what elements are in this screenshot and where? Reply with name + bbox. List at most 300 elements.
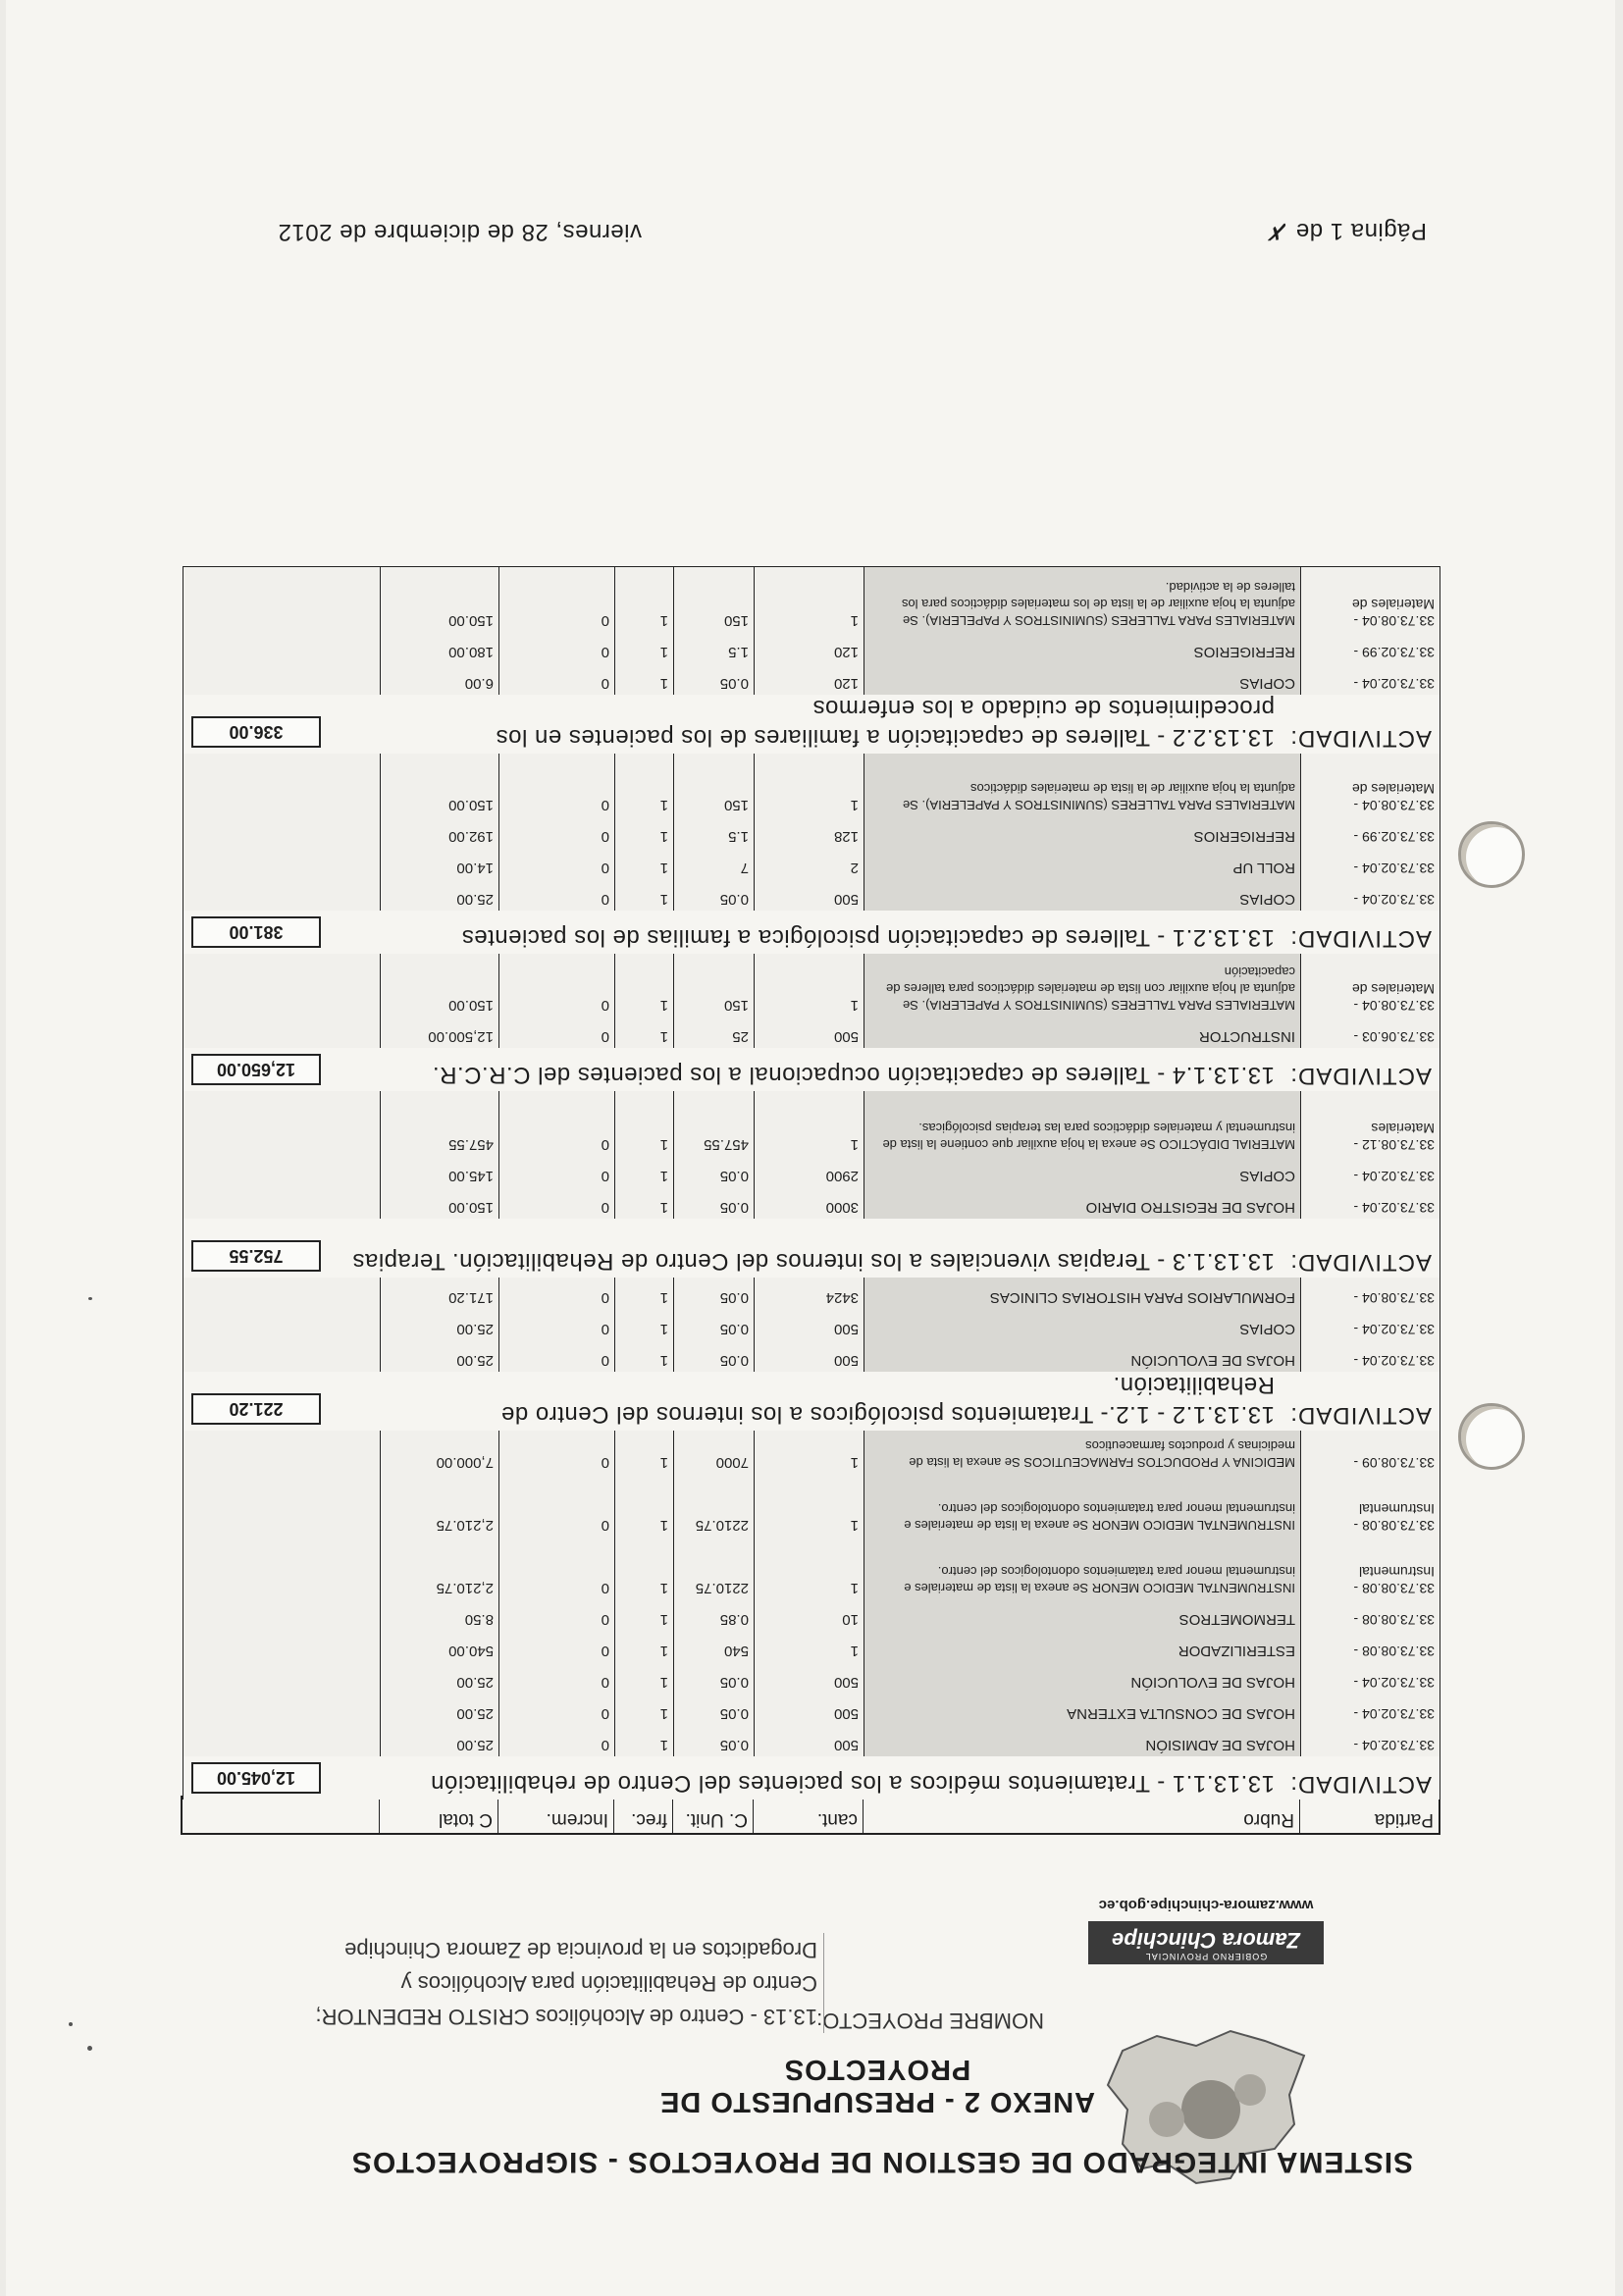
cell-c-total: 2,210.75 bbox=[380, 1537, 498, 1599]
cell-rubro bbox=[864, 1091, 1300, 1156]
activity-title: 13.13.1.4 - Talleres de capacitación ocupacional a los pacientes del C.R.C.R. bbox=[432, 1062, 1275, 1088]
partida-code: 33.73.02.04 - bbox=[1353, 1706, 1435, 1722]
cell-blank bbox=[183, 1091, 380, 1156]
rubro-text: ESTERILIZADOR bbox=[1178, 1643, 1295, 1659]
cell-cant: 2 bbox=[754, 848, 864, 879]
activity-label: ACTIVIDAD: bbox=[1289, 925, 1432, 952]
cell-c-unit: 0.85 bbox=[673, 1599, 754, 1631]
cell-cant: 500 bbox=[754, 1340, 864, 1372]
cell-partida bbox=[1300, 1091, 1440, 1156]
cell-cant: 1 bbox=[754, 1431, 864, 1474]
cell-cant: 3000 bbox=[754, 1187, 864, 1219]
rubro-text: HOJAS DE EVOLUCIÓN bbox=[1130, 1352, 1295, 1369]
cell-rubro bbox=[864, 1474, 1300, 1537]
cell-blank bbox=[183, 1309, 380, 1340]
cell-partida bbox=[1300, 1599, 1440, 1631]
cell-blank bbox=[183, 1599, 380, 1631]
cell-c-unit: 1.5 bbox=[673, 632, 754, 663]
cell-blank bbox=[183, 1431, 380, 1474]
cell-c-total: 145.00 bbox=[380, 1156, 498, 1187]
cell-c-unit: 0.05 bbox=[673, 1156, 754, 1187]
cell-freq: 1 bbox=[614, 1278, 673, 1309]
cell-c-total: 7,000.00 bbox=[380, 1431, 498, 1474]
table-header bbox=[181, 1796, 1440, 1835]
cell-freq: 1 bbox=[614, 754, 673, 816]
cell-partida bbox=[1300, 1278, 1440, 1309]
cell-c-unit: 1.5 bbox=[673, 816, 754, 848]
logo-url: www.zamora-chinchipe.gob.ec bbox=[1098, 1897, 1314, 1913]
activity-row bbox=[183, 1219, 1440, 1278]
cell-c-unit: 0.05 bbox=[673, 1340, 754, 1372]
cell-c-unit: 0.05 bbox=[673, 1278, 754, 1309]
cell-cant: 1 bbox=[754, 954, 864, 1017]
activity-label: ACTIVIDAD: bbox=[1289, 1063, 1432, 1089]
partida-code: 33.73.02.04 - bbox=[1353, 1675, 1435, 1691]
cell-c-total: 25.00 bbox=[380, 1340, 498, 1372]
cell-c-total: 150.00 bbox=[380, 1187, 498, 1219]
table-row bbox=[183, 878, 1440, 911]
cell-rubro bbox=[864, 1694, 1300, 1725]
cell-partida bbox=[1300, 1662, 1440, 1694]
cell-rubro bbox=[864, 816, 1300, 848]
cell-blank bbox=[183, 1187, 380, 1219]
cell-c-unit: 2210.75 bbox=[673, 1537, 754, 1599]
rubro-text: COPIAS bbox=[1239, 1168, 1295, 1184]
cell-c-total: 150.00 bbox=[380, 954, 498, 1017]
cell-rubro bbox=[864, 1017, 1300, 1048]
header-partida: Partida bbox=[1299, 1798, 1439, 1833]
cell-partida bbox=[1300, 1631, 1440, 1662]
cell-freq: 1 bbox=[614, 954, 673, 1017]
cell-blank bbox=[183, 1017, 380, 1048]
cell-cant: 1 bbox=[754, 1631, 864, 1662]
cell-blank bbox=[183, 1631, 380, 1662]
cell-increm: 0 bbox=[498, 1725, 614, 1756]
cell-increm: 0 bbox=[498, 1309, 614, 1340]
cell-freq: 1 bbox=[614, 879, 673, 911]
cell-increm: 0 bbox=[498, 1278, 614, 1309]
cell-partida bbox=[1300, 954, 1440, 1017]
activity-row bbox=[183, 1756, 1440, 1800]
partida-code: 33.73.08.08 - bbox=[1353, 1612, 1435, 1628]
rubro-text: HOJAS DE EVOLUCIÓN bbox=[1130, 1674, 1295, 1691]
table-row bbox=[183, 631, 1440, 663]
table-row bbox=[183, 1724, 1440, 1756]
cell-partida bbox=[1300, 754, 1440, 816]
cell-freq: 1 bbox=[614, 663, 673, 695]
rubro-text: COPIAS bbox=[1239, 1321, 1295, 1337]
cell-rubro bbox=[864, 632, 1300, 663]
cell-increm: 0 bbox=[498, 1340, 614, 1372]
cell-rubro bbox=[864, 1187, 1300, 1219]
cell-increm: 0 bbox=[498, 1474, 614, 1537]
cell-c-total: 457.55 bbox=[380, 1091, 498, 1156]
table-row bbox=[183, 1661, 1440, 1694]
cell-increm: 0 bbox=[498, 848, 614, 879]
cell-cant: 500 bbox=[754, 1309, 864, 1340]
cell-rubro bbox=[864, 1309, 1300, 1340]
header-rubro: Rubro bbox=[863, 1798, 1299, 1833]
cell-increm: 0 bbox=[498, 1631, 614, 1662]
cell-increm: 0 bbox=[498, 632, 614, 663]
rubro-text: MATERIALES PARA TALLERES (SUMINISTROS Y PAPELERIA). Se adjunta la hoja auxiliar de la lista de materiales didácticos bbox=[903, 781, 1295, 812]
cell-freq: 1 bbox=[614, 1187, 673, 1219]
project-label: NOMBRE PROYECTO: bbox=[816, 2009, 1044, 2033]
activity-title: 13.13.2.2 - Talleres de capacitación a familiares de los pacientes en los procedimientos de cuidado a los enfermos bbox=[496, 695, 1275, 751]
cell-blank bbox=[183, 1537, 380, 1599]
cell-cant: 120 bbox=[754, 663, 864, 695]
cell-increm: 0 bbox=[498, 879, 614, 911]
rubro-text: HOJAS DE ADMISIÓN bbox=[1145, 1737, 1295, 1753]
cell-cant: 500 bbox=[754, 1694, 864, 1725]
rubro-text: COPIAS bbox=[1239, 675, 1295, 692]
cell-rubro bbox=[864, 1340, 1300, 1372]
cell-blank bbox=[183, 879, 380, 911]
cell-increm: 0 bbox=[498, 1694, 614, 1725]
partida-category: Materiales de bbox=[1351, 981, 1435, 997]
cell-c-total: 25.00 bbox=[380, 1662, 498, 1694]
table-row bbox=[183, 1308, 1440, 1340]
cell-increm: 0 bbox=[498, 567, 614, 632]
cell-blank bbox=[183, 754, 380, 816]
cell-c-unit: 457.55 bbox=[673, 1091, 754, 1156]
cell-c-total: 8.50 bbox=[380, 1599, 498, 1631]
table-row bbox=[183, 1155, 1440, 1187]
rubro-text: MEDICINA Y PRODUCTOS FARMACEUTICOS Se anexa la lista de medicinas y productos farmaceuticos bbox=[909, 1438, 1295, 1470]
table-row bbox=[183, 815, 1440, 848]
header-increm: Increm. bbox=[497, 1798, 613, 1833]
cell-freq: 1 bbox=[614, 1340, 673, 1372]
logo-band bbox=[1088, 1921, 1324, 1964]
cell-freq: 1 bbox=[614, 1662, 673, 1694]
cell-cant: 1 bbox=[754, 567, 864, 632]
rubro-text: MATERIALES PARA TALLERES (SUMINISTROS Y PAPELERIA). Se adjunta la hoja auxiliar de la lista de los materiales didácticos para los talleres de la actividad. bbox=[901, 580, 1295, 628]
activity-title: 13.13.1.1 - Tratamientos médicos a los pacientes del Centro de rehabilitación bbox=[430, 1770, 1275, 1797]
cell-rubro bbox=[864, 1156, 1300, 1187]
activity-total: 381.00 bbox=[191, 916, 321, 948]
partida-code: 33.73.02.04 - bbox=[1353, 676, 1435, 692]
table-row bbox=[183, 1339, 1440, 1372]
cell-increm: 0 bbox=[498, 1537, 614, 1599]
activity-row bbox=[183, 1048, 1440, 1091]
cell-c-unit: 7 bbox=[673, 848, 754, 879]
partida-code: 33.73.02.04 - bbox=[1353, 1169, 1435, 1184]
cell-freq: 1 bbox=[614, 1091, 673, 1156]
rubro-text: INSTRUMENTAL MEDICO MENOR Se anexa la lista de materiales e instrumental menor para tratamientos odontologicos del centro. bbox=[904, 1564, 1295, 1595]
rubro-text: INSTRUCTOR bbox=[1198, 1028, 1295, 1045]
cell-freq: 1 bbox=[614, 1474, 673, 1537]
punch-hole-top bbox=[1458, 821, 1525, 888]
partida-category: Materiales de bbox=[1351, 597, 1435, 612]
rubro-text: HOJAS DE REGISTRO DIARIO bbox=[1085, 1199, 1295, 1216]
table-row bbox=[183, 1536, 1440, 1599]
cell-cant: 10 bbox=[754, 1599, 864, 1631]
header-cant: cant. bbox=[753, 1798, 863, 1833]
activity-label: ACTIVIDAD: bbox=[1289, 1402, 1432, 1429]
activity-total: 12,045.00 bbox=[191, 1762, 321, 1794]
cell-freq: 1 bbox=[614, 1431, 673, 1474]
cell-cant: 500 bbox=[754, 879, 864, 911]
cell-freq: 1 bbox=[614, 567, 673, 632]
partida-code: 33.73.02.04 - bbox=[1353, 1738, 1435, 1753]
cell-c-unit: 0.05 bbox=[673, 879, 754, 911]
cell-partida bbox=[1300, 1187, 1440, 1219]
cell-blank bbox=[183, 567, 380, 632]
partida-category: Materiales de bbox=[1351, 781, 1435, 797]
cell-cant: 3424 bbox=[754, 1278, 864, 1309]
table-row bbox=[183, 1598, 1440, 1631]
cell-rubro bbox=[864, 1278, 1300, 1309]
cell-freq: 1 bbox=[614, 1631, 673, 1662]
activity-total: 336.00 bbox=[191, 716, 321, 748]
handwritten-page-count: ✗ bbox=[1268, 218, 1289, 245]
project-name: 13.13 - Centro de Alcohólicos CRISTO REDENTOR; Centro de Rehabilitación para Alcohólicos y Drogadictos en la provincia de Zamora Chinchipe bbox=[307, 1933, 824, 2033]
cell-increm: 0 bbox=[498, 1187, 614, 1219]
cell-c-unit: 150 bbox=[673, 954, 754, 1017]
rubro-text: MATERIALES PARA TALLERES (SUMINISTROS Y PAPELERIA). Se adjunta al hoja auxiliar con lista de materiales didácticos para talleres de capacitación bbox=[886, 965, 1295, 1013]
table-row bbox=[183, 1277, 1440, 1309]
cell-cant: 120 bbox=[754, 632, 864, 663]
cell-partida bbox=[1300, 1340, 1440, 1372]
cell-blank bbox=[183, 954, 380, 1017]
system-title: SISTEMA INTEGRADO DE GESTION DE PROYECTOS - SIGPROYECTOS bbox=[350, 2146, 1414, 2178]
activity-row bbox=[183, 695, 1440, 754]
partida-category: Materiales bbox=[1371, 1121, 1435, 1136]
cell-c-unit: 7000 bbox=[673, 1431, 754, 1474]
cell-rubro bbox=[864, 1431, 1300, 1474]
table-row bbox=[183, 1430, 1440, 1474]
logo-government-text: GOBIERNO PROVINCIAL bbox=[1144, 1952, 1268, 1961]
partida-code: 33.73.02.04 - bbox=[1353, 1322, 1435, 1337]
cell-c-total: 25.00 bbox=[380, 1309, 498, 1340]
cell-rubro bbox=[864, 1599, 1300, 1631]
cell-c-unit: 2210.75 bbox=[673, 1474, 754, 1537]
activity-total: 752.55 bbox=[191, 1240, 321, 1272]
table-row bbox=[183, 1186, 1440, 1219]
rubro-text: TERMOMETROS bbox=[1178, 1611, 1295, 1628]
cell-c-total: 6.00 bbox=[380, 663, 498, 695]
rubro-text: INSTRUMENTAL MEDICO MENOR Se anexa la lista de materiales e instrumental menor para tratamientos odontologicos del centro. bbox=[904, 1501, 1295, 1533]
cell-c-total: 150.00 bbox=[380, 754, 498, 816]
table-row bbox=[183, 1693, 1440, 1725]
cell-c-total: 14.00 bbox=[380, 848, 498, 879]
cell-rubro bbox=[864, 567, 1300, 632]
activity-title: 13.13.1.3 - Terapias vivenciales a los internos del Centro de Rehabilitación. Terapias bbox=[352, 1248, 1275, 1275]
cell-freq: 1 bbox=[614, 632, 673, 663]
cell-rubro bbox=[864, 1725, 1300, 1756]
activity-label: ACTIVIDAD: bbox=[1289, 725, 1432, 752]
cell-rubro bbox=[864, 663, 1300, 695]
rubro-text: HOJAS DE CONSULTA EXTERNA bbox=[1067, 1705, 1295, 1722]
cell-increm: 0 bbox=[498, 663, 614, 695]
cell-increm: 0 bbox=[498, 1091, 614, 1156]
speck bbox=[69, 2022, 73, 2026]
partida-code: 33.73.02.99 - bbox=[1353, 645, 1435, 660]
partida-code: 33.73.02.04 - bbox=[1353, 1200, 1435, 1216]
cell-partida bbox=[1300, 567, 1440, 632]
cell-partida bbox=[1300, 1431, 1440, 1474]
cell-rubro bbox=[864, 879, 1300, 911]
cell-increm: 0 bbox=[498, 954, 614, 1017]
partida-category: Instrumental bbox=[1358, 1564, 1435, 1580]
cell-freq: 1 bbox=[614, 1694, 673, 1725]
partida-code: 33.73.08.09 - bbox=[1353, 1455, 1435, 1471]
cell-increm: 0 bbox=[498, 1431, 614, 1474]
footer-page bbox=[1269, 217, 1427, 245]
rubro-text: FORMULARIOS PARA HISTORIAS CLINICAS bbox=[989, 1289, 1295, 1306]
cell-increm: 0 bbox=[498, 1017, 614, 1048]
cell-cant: 2900 bbox=[754, 1156, 864, 1187]
cell-rubro bbox=[864, 848, 1300, 879]
table-row bbox=[183, 753, 1440, 816]
cell-cant: 1 bbox=[754, 754, 864, 816]
rubro-text: REFRIGERIOS bbox=[1193, 828, 1295, 845]
table-row bbox=[183, 1016, 1440, 1048]
cell-c-unit: 0.05 bbox=[673, 1309, 754, 1340]
cell-partida bbox=[1300, 816, 1440, 848]
cell-rubro bbox=[864, 1537, 1300, 1599]
partida-code: 33.73.02.99 - bbox=[1353, 829, 1435, 845]
table-row bbox=[183, 662, 1440, 695]
table-row bbox=[183, 847, 1440, 879]
partida-code: 33.73.08.08 - bbox=[1353, 1518, 1435, 1534]
activity-total: 221.20 bbox=[191, 1393, 321, 1425]
cell-partida bbox=[1300, 1537, 1440, 1599]
cell-partida bbox=[1300, 879, 1440, 911]
cell-blank bbox=[183, 632, 380, 663]
cell-c-total: 25.00 bbox=[380, 879, 498, 911]
cell-rubro bbox=[864, 754, 1300, 816]
cell-c-unit: 0.05 bbox=[673, 663, 754, 695]
cell-freq: 1 bbox=[614, 1309, 673, 1340]
partida-code: 33.73.08.04 - bbox=[1353, 798, 1435, 813]
activity-title: 13.13.1.2 - 1.2.- Tratamientos psicológicos a los internos del Centro de Rehabilitación. bbox=[500, 1372, 1275, 1428]
cell-blank bbox=[183, 1340, 380, 1372]
cell-increm: 0 bbox=[498, 1156, 614, 1187]
cell-blank bbox=[183, 848, 380, 879]
cell-blank bbox=[183, 1662, 380, 1694]
table-row bbox=[183, 1473, 1440, 1537]
cell-increm: 0 bbox=[498, 754, 614, 816]
cell-c-unit: 150 bbox=[673, 567, 754, 632]
cell-cant: 1 bbox=[754, 1474, 864, 1537]
cell-rubro bbox=[864, 1631, 1300, 1662]
cell-c-total: 192.00 bbox=[380, 816, 498, 848]
rubro-text: REFRIGERIOS bbox=[1193, 644, 1295, 660]
rubro-text: COPIAS bbox=[1239, 891, 1295, 908]
table-row bbox=[183, 566, 1440, 632]
cell-cant: 500 bbox=[754, 1662, 864, 1694]
cell-c-unit: 0.05 bbox=[673, 1187, 754, 1219]
table-row bbox=[183, 1090, 1440, 1156]
activity-label: ACTIVIDAD: bbox=[1289, 1771, 1432, 1798]
cell-cant: 1 bbox=[754, 1091, 864, 1156]
cell-blank bbox=[183, 1156, 380, 1187]
cell-partida bbox=[1300, 1017, 1440, 1048]
partida-code: 33.73.08.04 - bbox=[1353, 998, 1435, 1014]
partida-code: 33.73.08.08 - bbox=[1353, 1581, 1435, 1596]
rubro-text: MATERIAL DIDÁCTICO Se anexa la hoja auxiliar que contiene la lista de instrumental y materiales didácticos para las terapias psicológicas. bbox=[882, 1121, 1295, 1152]
partida-code: 33.73.08.04 - bbox=[1353, 1290, 1435, 1306]
rubro-text: ROLL UP bbox=[1232, 860, 1295, 876]
footer-page-text: Página 1 de bbox=[1295, 218, 1427, 244]
activity-row bbox=[183, 911, 1440, 954]
cell-freq: 1 bbox=[614, 1156, 673, 1187]
footer-date: viernes, 28 de diciembre de 2012 bbox=[278, 219, 642, 245]
partida-code: 33.73.08.08 - bbox=[1353, 1644, 1435, 1659]
cell-increm: 0 bbox=[498, 1662, 614, 1694]
partida-code: 33.73.06.03 - bbox=[1353, 1029, 1435, 1045]
cell-c-total: 180.00 bbox=[380, 632, 498, 663]
header-blank bbox=[183, 1798, 379, 1833]
cell-c-total: 171.20 bbox=[380, 1278, 498, 1309]
cell-blank bbox=[183, 1694, 380, 1725]
cell-partida bbox=[1300, 632, 1440, 663]
activity-label: ACTIVIDAD: bbox=[1289, 1249, 1432, 1276]
header-freq: frec. bbox=[613, 1798, 672, 1833]
activity-row bbox=[183, 1372, 1440, 1431]
activity-title: 13.13.2.1 - Talleres de capacitación psicológica a familias de los pacientes bbox=[461, 924, 1275, 951]
partida-code: 33.73.08.12 - bbox=[1353, 1137, 1435, 1153]
cell-c-total: 540.00 bbox=[380, 1631, 498, 1662]
cell-cant: 1 bbox=[754, 1537, 864, 1599]
speck bbox=[88, 1297, 92, 1300]
speck bbox=[87, 2046, 92, 2051]
cell-freq: 1 bbox=[614, 1725, 673, 1756]
cell-c-total: 25.00 bbox=[380, 1725, 498, 1756]
header-c-unit: C. Unit. bbox=[672, 1798, 753, 1833]
cell-partida bbox=[1300, 663, 1440, 695]
header-c-total: C total bbox=[379, 1798, 497, 1833]
cell-blank bbox=[183, 1725, 380, 1756]
cell-c-total: 12,500.00 bbox=[380, 1017, 498, 1048]
cell-freq: 1 bbox=[614, 1599, 673, 1631]
cell-cant: 500 bbox=[754, 1725, 864, 1756]
partida-category: Instrumental bbox=[1358, 1501, 1435, 1517]
punch-hole-bottom bbox=[1458, 1403, 1525, 1470]
cell-rubro bbox=[864, 954, 1300, 1017]
cell-c-total: 2,210.75 bbox=[380, 1474, 498, 1537]
table-row bbox=[183, 1630, 1440, 1662]
cell-c-unit: 0.05 bbox=[673, 1662, 754, 1694]
cell-freq: 1 bbox=[614, 1537, 673, 1599]
partida-code: 33.73.02.04 - bbox=[1353, 861, 1435, 876]
cell-rubro bbox=[864, 1662, 1300, 1694]
cell-partida bbox=[1300, 1725, 1440, 1756]
cell-freq: 1 bbox=[614, 816, 673, 848]
cell-c-unit: 540 bbox=[673, 1631, 754, 1662]
cell-partida bbox=[1300, 1474, 1440, 1537]
cell-freq: 1 bbox=[614, 848, 673, 879]
cell-c-total: 25.00 bbox=[380, 1694, 498, 1725]
cell-c-total: 150.00 bbox=[380, 567, 498, 632]
cell-partida bbox=[1300, 1694, 1440, 1725]
cell-partida bbox=[1300, 1309, 1440, 1340]
cell-blank bbox=[183, 816, 380, 848]
cell-partida bbox=[1300, 848, 1440, 879]
partida-code: 33.73.02.04 - bbox=[1353, 1353, 1435, 1369]
cell-blank bbox=[183, 1474, 380, 1537]
cell-c-unit: 25 bbox=[673, 1017, 754, 1048]
cell-blank bbox=[183, 663, 380, 695]
cell-increm: 0 bbox=[498, 816, 614, 848]
cell-c-unit: 0.05 bbox=[673, 1694, 754, 1725]
cell-cant: 128 bbox=[754, 816, 864, 848]
report-title: ANEXO 2 - PRESUPUESTO DE PROYECTOS bbox=[658, 2054, 1096, 2117]
cell-blank bbox=[183, 1278, 380, 1309]
table-row bbox=[183, 953, 1440, 1017]
cell-increm: 0 bbox=[498, 1599, 614, 1631]
